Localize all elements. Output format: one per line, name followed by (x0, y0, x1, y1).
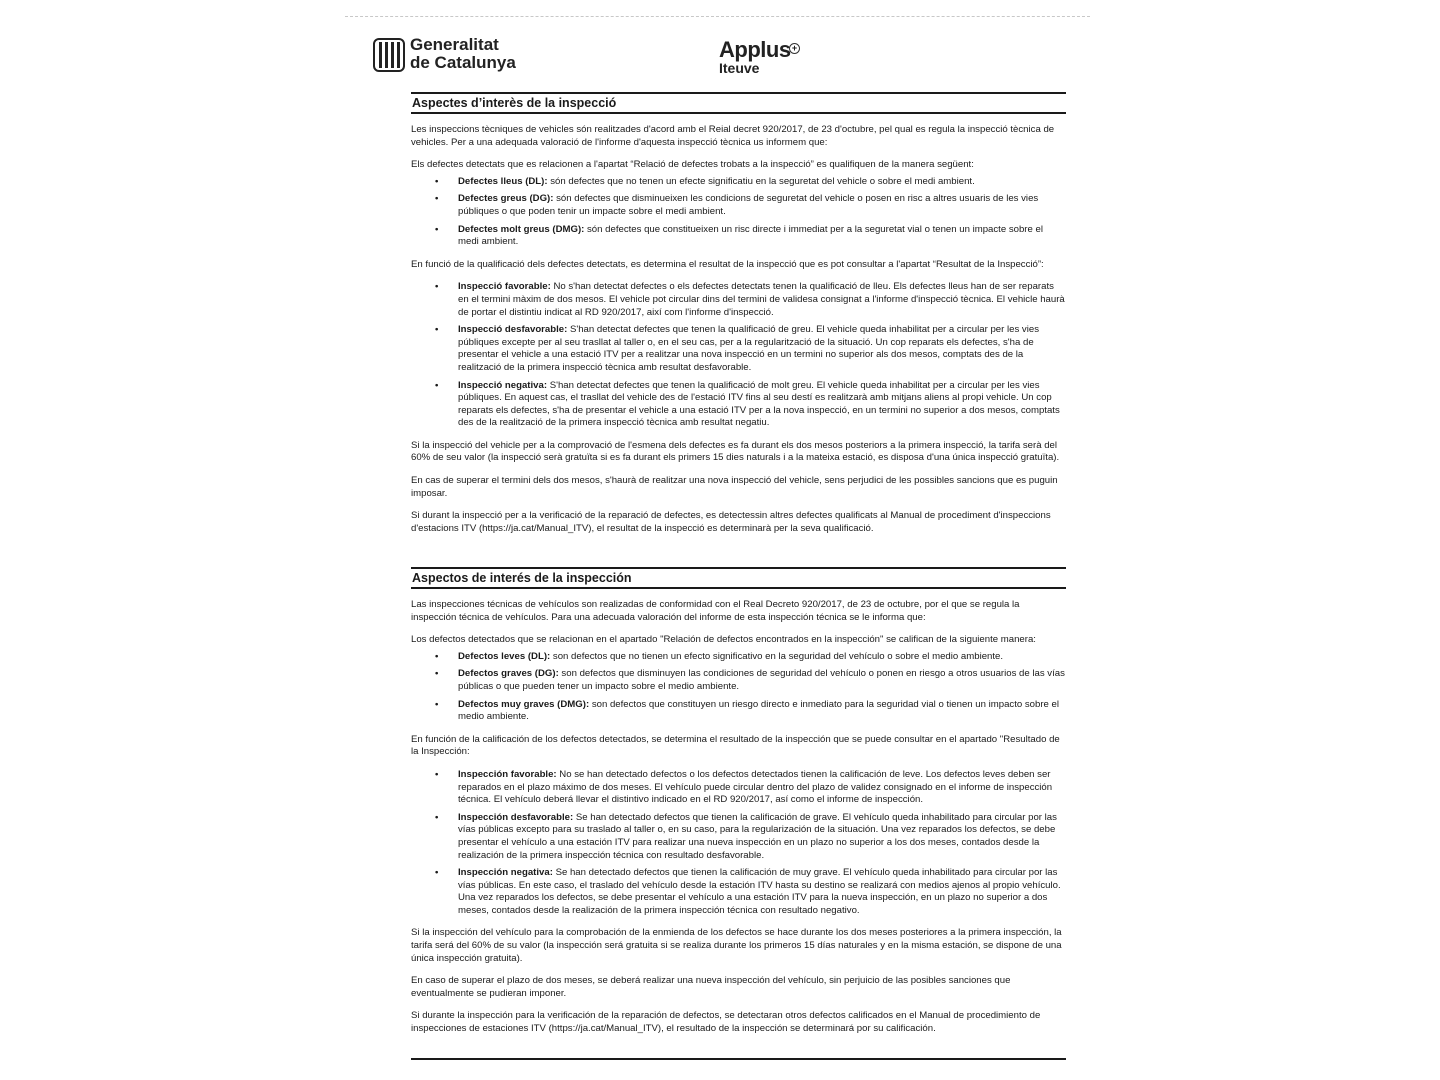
section-title: Aspectes d’interès de la inspecció (411, 92, 1066, 114)
paragraph: Si la inspecció del vehicle per a la comprovació de l'esmena dels defectes es fa durant els dos mesos posteriors a la primera inspecció, la tarifa serà del 60% de seu valor (la inspecció serà gratuïta si es fa durant els primers 15 dies naturals i a la mateixa estació, es disposa d'una única inspecció gratuïta). (411, 439, 1060, 464)
generalitat-line1: Generalitat (410, 35, 499, 54)
generalitat-line2: de Catalunya (410, 53, 516, 72)
list-item (411, 668, 1066, 693)
paragraph: Las inspecciones técnicas de vehículos son realizadas de conformidad con el Real Decreto 920/2017, de 23 de octubre, por el que se regula la inspección técnica de vehículos. Para una adecuada valoración del informe de esta inspección técnica se le informa que: (411, 599, 1020, 623)
list-item (411, 769, 1066, 807)
applus-subtitle: Iteuve (719, 60, 760, 76)
list-term: Defectos graves (DG): (458, 668, 559, 680)
paragraph: En caso de superar el plazo de dos meses, se deberá realizar una nueva inspección del vehículo, sin perjuicio de las posibles sanciones que eventualmente se pudieran imponer. (411, 975, 1011, 999)
list-term: Inspecció desfavorable: (458, 324, 568, 336)
list-text: No s'han detectat defectes o els defectes detectats tenen la qualificació de lleu. Els defectes lleus han de ser reparats en el termini màxim de dos mesos. El vehicle pot circular dins del termini de validesa consignat a l'informe d'inspecció tècnica. El vehicle haurà de portar el distintiu indicat al RD 920/2017, així com l'informe d'inspecció. (458, 281, 1065, 318)
list-term: Defectes greus (DG): (458, 193, 554, 205)
paragraph: Si la inspección del vehículo para la comprobación de la enmienda de los defectos se hace durante los dos meses posteriores a la primera inspección, la tarifa será del 60% de su valor (la inspección será gratuita si se realiza durante los primeros 15 días naturales y en la misma estación, se dispone de una única inspección gratuita). (411, 927, 1062, 964)
list-term: Inspecció favorable: (458, 281, 551, 293)
scan-top-edge (345, 16, 1090, 17)
list-text: Se han detectado defectos que tienen la calificación de grave. El vehículo queda inhabilitado para circular por las vías públicas excepto para su traslado al taller o, en su caso, para la regularización de la situación. Una vez reparados los defectos, se debe presentar el vehículo a una estación ITV para realizar una nueva inspección en un plazo no superior a los dos meses, contados desde la realización de la primera inspección técnica con resultado desfavorable. (458, 811, 1057, 861)
bullet-icon: • (435, 281, 439, 293)
list-text: són defectes que no tenen un efecte significatiu en la seguretat del vehicle o sobre el medi ambient. (547, 175, 975, 187)
list-text: són defectes que disminueixen les condicions de seguretat del vehicle o posen en risc a altres usuaris de les vies públiques o que poden tenir un impacte sobre el medi ambient. (458, 193, 1039, 217)
list-item (411, 281, 1066, 319)
list-item (411, 867, 1066, 917)
list-term: Defectos muy graves (DMG): (458, 698, 590, 710)
list-item (411, 812, 1066, 862)
list-term: Inspección desfavorable: (458, 811, 574, 823)
list-term: Defectes molt greus (DMG): (458, 223, 585, 235)
list-item (411, 651, 1066, 664)
paragraph: En cas de superar el termini dels dos mesos, s'haurà de realitzar una nova inspecció del vehicle, sens perjudici de les possibles sancions que es puguin imposar. (411, 475, 1058, 499)
list-text: S'han detectat defectes que tenen la qualificació de greu. El vehicle queda inhabilitat per a circular per les vies públiques excepte per al seu trasllat al taller o, en el seu cas, per a la regularització de la situació. Un cop reparats els defectes, s'ha de presentar el vehicle a una estació ITV per a realitzar una nova inspecció en un termini no superior als dos mesos, comptats des de la realització de la primera inspecció tècnica amb resultat desfavorable. (458, 324, 1039, 373)
list-term: Inspecció negativa: (458, 379, 548, 391)
paragraph: Si durant la inspecció per a la verificació de la reparació de defectes, es detectessin altres defectes qualificats al Manual de procediment d'inspeccions d'estacions ITV (https://ja.cat/Manual_ITV), el resultat de la inspecció es determinarà per la seva qualificació. (411, 510, 1051, 534)
bullet-icon: • (435, 379, 439, 391)
bullet-icon: • (435, 223, 439, 235)
defect-list (411, 651, 1066, 724)
bullet-icon: • (435, 698, 439, 710)
list-term: Inspección favorable: (458, 768, 557, 780)
paragraph: Els defectes detectats que es relacionen a l'apartat “Relació de defectes trobats a la inspecció” es qualifiquen de la manera següent: (411, 159, 974, 171)
paragraph: Les inspeccions tècniques de vehicles són realitzades d'acord amb el Reial decret 920/2017, de 23 d'octubre, pel qual es regula la inspecció tècnica de vehicles. Per a una adequada valoració de l'informe d'aquesta inspecció tècnica us informem que: (411, 124, 1055, 148)
paragraph: En función de la calificación de los defectos detectados, se determina el resultado de la inspección que se puede consultar en el apartado "Resultado de la Inspección: (411, 733, 1060, 758)
section-title: Aspectos de interés de la inspección (411, 567, 1066, 589)
list-item (411, 699, 1066, 724)
list-term: Defectos leves (DL): (458, 650, 551, 662)
list-item (411, 193, 1066, 218)
list-text: S'han detectat defectes que tenen la qualificació de molt greu. El vehicle queda inhabilitat per a circular per les vies públiques. En aquest cas, el trasllat del vehicle des de l'estació ITV fins al seu destí es realitzarà amb mitjans aliens al propi vehicle. Un cop reparats els defectes, s'ha de presentar el vehicle a una estació ITV per a la nova inspecció, en un termini no superior a dos mesos, comptats des de la realització de la primera inspecció tècnica amb resultat negatiu. (458, 379, 1060, 429)
applus-name: Applus (719, 37, 791, 62)
section-spanish (411, 567, 1066, 1046)
bullet-icon: • (435, 193, 439, 205)
list-text: No se han detectado defectos o los defectos detectados tienen la calificación de leve. Los defectos leves deben ser reparados en el plazo máximo de dos meses. El vehículo puede circular dentro del plazo de validez consignado en el informe de inspección técnica. El vehículo deberá llevar el distintivo indicado en el RD 920/2017, así como el informe de inspección. (458, 768, 1053, 806)
bullet-icon: • (435, 175, 439, 187)
list-item (411, 224, 1066, 249)
bullet-icon: • (435, 668, 439, 680)
paragraph: En funció de la qualificació dels defectes detectats, es determina el resultat de la inspecció que es pot consultar a l'apartat “Resultat de la Inspecció”: (411, 258, 1044, 270)
bottom-divider (411, 1058, 1066, 1060)
paragraph: Los defectos detectados que se relacionan en el apartado "Relación de defectos encontrados en la inspección" se califican de la siguiente manera: (411, 634, 1036, 646)
bullet-icon: • (435, 811, 439, 823)
generalitat-logo-icon (373, 38, 405, 72)
bullet-icon: • (435, 324, 439, 336)
section-catalan (411, 92, 1066, 545)
applus-plus-icon: + (789, 43, 800, 54)
generalitat-wordmark (410, 36, 516, 72)
paragraph: Si durante la inspección para la verificación de la reparación de defectos, se detectaran otros defectos calificados en el Manual de procedimiento de inspecciones de estaciones ITV (https://ja.cat/Manual_ITV), el resultado de la inspección se determinará por su calificación. (411, 1010, 1041, 1035)
list-item (411, 176, 1066, 189)
result-list (411, 281, 1066, 430)
list-text: Se han detectado defectos que tienen la calificación de muy grave. El vehículo queda inhabilitado para circular por las vías públicas. En este caso, el traslado del vehículo desde la estación ITV hasta su destino se realizará con medios ajenos al propio vehículo. Una vez reparados los defectos, se debe presentar el vehículo a una estación ITV para la nueva inspección, en un plazo no superior a dos meses, contados desde la realización de la primera inspección técnica con resultado negativo. (458, 867, 1061, 916)
list-item (411, 380, 1066, 430)
defect-list (411, 176, 1066, 249)
bullet-icon: • (435, 768, 439, 780)
applus-logo (719, 37, 798, 76)
list-text: son defectos que constituyen un riesgo directo e inmediato para la seguridad vial o tienen un impacto sobre el medio ambiente. (458, 698, 1060, 723)
page-header (373, 36, 1073, 86)
bullet-icon: • (435, 650, 439, 662)
list-term: Inspección negativa: (458, 867, 553, 879)
list-text: són defectes que constitueixen un risc directe i immediat per a la seguretat vial o tenen un impacte sobre el medi ambient. (458, 223, 1043, 248)
bullet-icon: • (435, 867, 439, 879)
result-list (411, 769, 1066, 918)
list-term: Defectes lleus (DL): (458, 175, 548, 187)
list-text: son defectos que no tienen un efecto significativo en la seguridad del vehículo o sobre el medio ambiente. (550, 650, 1004, 662)
list-item (411, 324, 1066, 374)
list-text: son defectos que disminuyen las condiciones de seguridad del vehículo o ponen en riesgo a otros usuarios de las vías públicas o que pueden tener un impacto sobre el medio ambiente. (458, 668, 1065, 692)
